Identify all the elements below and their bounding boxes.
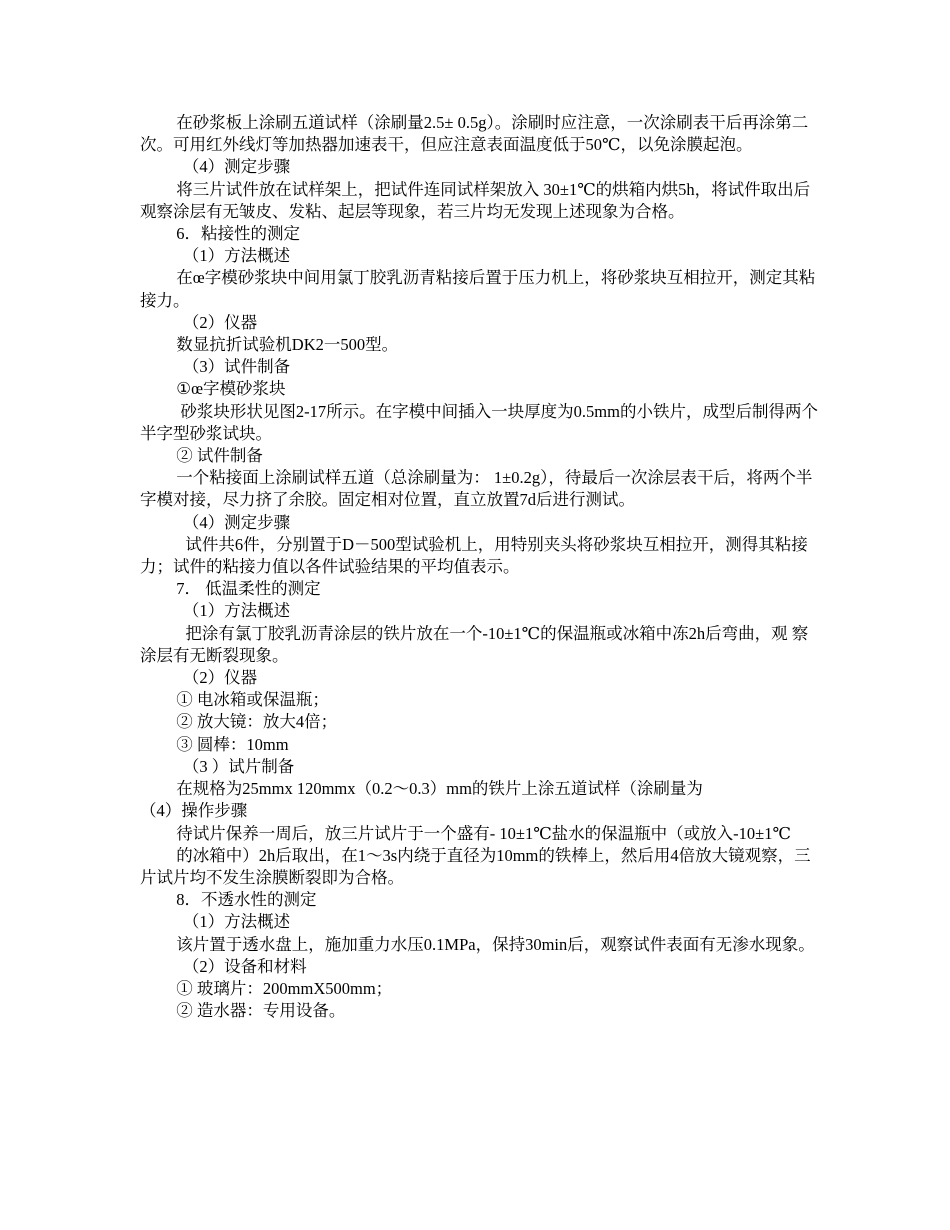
subheading-operation-steps: （4）操作步骤 (140, 801, 248, 821)
document-body (140, 112, 818, 1022)
subheading-sample-prep: （3 ）试片制备 (182, 756, 295, 776)
paragraph-specimen-prep: 一个粘接面上涂刷试样五道（总涂刷量为： 1±0.2g），待最后一次涂层表干后，将两个半字模对接，尽力挤了余胶。固定相对位置，直立放置7d后进行测试。 (140, 468, 813, 510)
list-item-water-device: ② 造水器：专用设备。 (176, 1001, 346, 1021)
paragraph-adhesion-overview: 在œ字模砂浆块中间用氯丁胶乳沥青粘接后置于压力机上，将砂浆块互相拉开，测定其粘接力。 (140, 268, 816, 310)
list-item-rod: ③ 圆棒：10mm (176, 734, 289, 754)
paragraph-sample-prep: 在规格为25mmx 120mmx（0.2～0.3）mm的铁片上涂五道试样（涂刷量为 (176, 779, 703, 799)
section-heading-low-temp: 7． 低温柔性的测定 (176, 579, 321, 599)
list-item-glass-plate: ① 玻璃片：200mmX500mm； (176, 978, 393, 998)
paragraph-impermeability-overview: 该片置于透水盘上，施加重力水压0.1MPa，保持30min后，观察试件表面有无渗水现象。 (176, 934, 815, 954)
subheading-equipment-materials: （2）设备和材料 (182, 956, 307, 976)
list-item-specimen-prep: ② 试件制备 (176, 446, 263, 466)
paragraph-mortar-block: 砂浆块形状见图2-17所示。在字模中间插入一块厚度为0.5mm的小铁片，成型后制得两个半字型砂浆试块。 (140, 401, 818, 443)
paragraph-operation-steps-cont: 的冰箱中）2h后取出，在1～3s内绕于直径为10mm的铁棒上，然后用4倍放大镜观察，三片试片均不发生涂膜断裂即为合格。 (140, 845, 811, 887)
section-heading-adhesion: 6．粘接性的测定 (176, 224, 301, 244)
subheading-instrument: （2）仪器 (182, 312, 258, 332)
paragraph-heat-test: 将三片试件放在试样架上，把试件连同试样架放入 30±1℃的烘箱内烘5h，将试件取出后观察涂层有无皱皮、发粘、起层等现象，若三片均无发现上述现象为合格。 (140, 179, 811, 221)
subheading-specimen-prep: （3）试件制备 (182, 357, 291, 377)
list-item-freezer: ① 电冰箱或保温瓶； (176, 690, 329, 710)
list-item-mortar-block: ①œ字模砂浆块 (176, 379, 286, 399)
subheading-instrument: （2）仪器 (182, 668, 258, 688)
subheading-method-overview: （1）方法概述 (182, 912, 291, 932)
paragraph-operation-steps: 待试片保养一周后，放三片试片于一个盛有- 10±1℃盐水的保温瓶中（或放入-10±1℃ (176, 823, 791, 843)
paragraph-coating-procedure: 在砂浆板上涂刷五道试样（涂刷量2.5± 0.5g）。涂刷时应注意，一次涂刷表干后再涂第二次。可用红外线灯等加热器加速表干，但应注意表面温度低于50℃，以免涂膜起泡。 (140, 113, 809, 155)
paragraph-adhesion-steps: 试件共6件，分别置于D－500型试验机上，用特别夹头将砂浆块互相拉开，测得其粘接力；试件的粘接力值以各件试验结果的平均值表示。 (140, 534, 808, 577)
subheading-method-overview: （1）方法概述 (182, 601, 291, 621)
section-heading-impermeability: 8．不透水性的测定 (176, 890, 317, 910)
list-item-magnifier: ② 放大镜：放大4倍； (176, 712, 338, 732)
subheading-method-overview: （1）方法概述 (182, 246, 291, 266)
paragraph-low-temp-overview: 把涂有氯丁胶乳沥青涂层的铁片放在一个-10±1℃的保温瓶或冰箱中冻2h后弯曲，观 察涂层有无断裂现象。 (140, 623, 809, 665)
subheading-test-steps: （4）测定步骤 (182, 157, 291, 177)
paragraph-instrument: 数显抗折试验机DK2一500型。 (176, 335, 399, 355)
subheading-test-steps: （4）测定步骤 (182, 512, 291, 532)
